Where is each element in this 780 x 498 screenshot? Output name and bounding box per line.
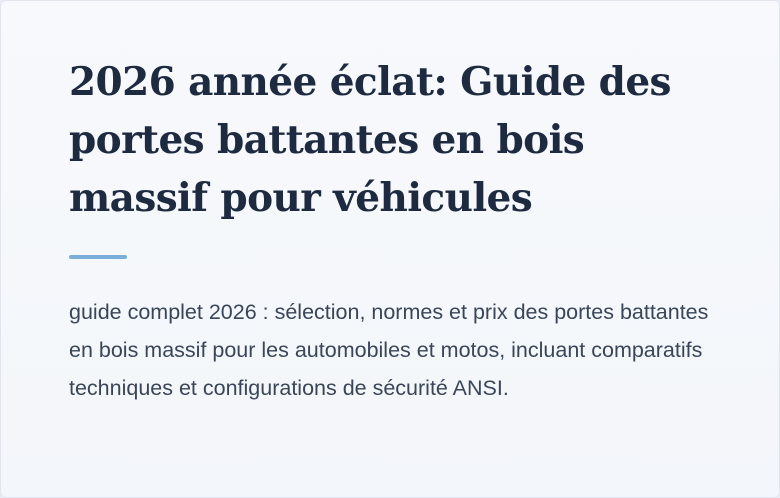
article-title: 2026 année éclat: Guide des portes battantes en bois massif pour véhicules: [69, 59, 671, 221]
accent-divider: [69, 255, 127, 259]
article-summary: guide complet 2026 : sélection, normes et prix des portes battantes en bois massif pour les automobiles et motos, incluant comparatifs techniques et configurations de sécurité ANSI.: [69, 300, 709, 400]
